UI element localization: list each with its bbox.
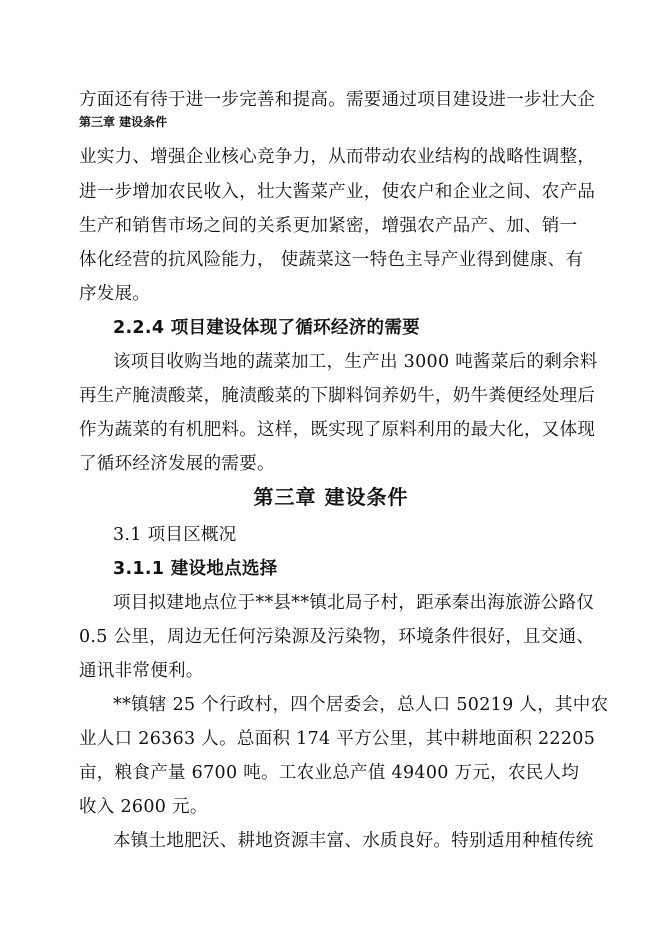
body-text-line: 该项目收购当地的蔬菜加工，生产出 3000 吨酱菜后的剩余料 [113, 352, 598, 372]
section-heading-2-2-4: 2.2.4 项目建设体现了循环经济的需要 [113, 318, 420, 338]
body-text-line: 进一步增加农民收入，壮大酱菜产业，使农户和企业之间、农产品 [79, 182, 596, 202]
section-heading-3-1-1: 3.1.1 建设地点选择 [113, 559, 278, 579]
body-text-line: 亩，粮食产量 6700 吨。工农业总产值 49400 万元，农民人均 [79, 763, 580, 783]
section-heading-3-1: 3.1 项目区概况 [113, 525, 237, 545]
body-text-line: 方面还有待于进一步完善和提高。需要通过项目建设进一步壮大企 [79, 90, 596, 110]
body-text-line: 通讯非常便利。 [79, 661, 204, 681]
body-text-line: 生产和销售市场之间的关系更加紧密，增强农产品产、加、销一 [79, 216, 578, 236]
body-text-line: 收入 2600 元。 [79, 797, 208, 817]
body-text-line: 业实力、增强企业核心竞争力，从而带动农业结构的战略性调整， [79, 147, 596, 167]
body-text-line: 业人口 26363 人。总面积 174 平方公里，其中耕地面积 22205 [79, 729, 596, 749]
chapter-title: 第三章 建设条件 [253, 485, 409, 509]
body-text-line: 了循环经济发展的需要。 [79, 454, 275, 474]
running-header: 第三章 建设条件 [79, 115, 168, 129]
body-text-line: 本镇土地肥沃、耕地资源丰富、水质良好。特别适用种植传统 [113, 831, 594, 851]
body-text-line: 项目拟建地点位于**县**镇北局子村，距承秦出海旅游公路仅 [113, 593, 595, 613]
body-text-line: 作为蔬菜的有机肥料。这样，既实现了原料利用的最大化，又体现 [79, 420, 596, 440]
body-text-line: 序发展。 [79, 284, 151, 304]
body-text-line: 再生产腌渍酸菜，腌渍酸菜的下脚料饲养奶牛，奶牛粪便经处理后 [79, 386, 596, 406]
body-text-line: 体化经营的抗风险能力， 使蔬菜这一特色主导产业得到健康、有 [79, 250, 584, 270]
body-text-line: **镇辖 25 个行政村，四个居委会，总人口 50219 人，其中农 [113, 695, 609, 715]
body-text-line: 0.5 公里，周边无任何污染源及污染物，环境条件很好，且交通、 [79, 627, 595, 647]
